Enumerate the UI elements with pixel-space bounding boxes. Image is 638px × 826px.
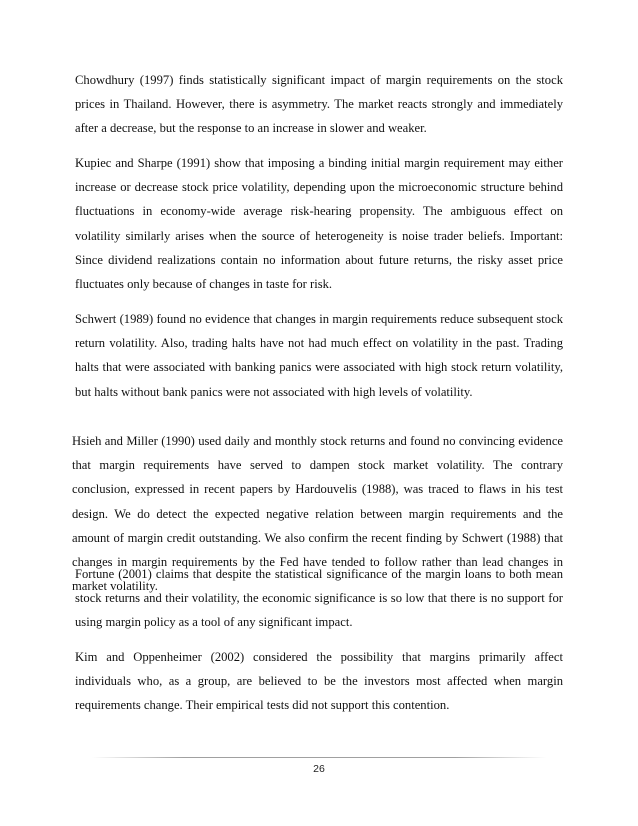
paragraph-chowdhury: Chowdhury (1997) finds statistically significant impact of margin requirements on the stock prices in Thailand. However, there is asymmetry. The market reacts strongly and immediately after a decrease, but the response to an increase in slower and weaker. [75, 73, 563, 136]
paragraph-hsieh-miller: Hsieh and Miller (1990) used daily and monthly stock returns and found no convincing evidence that margin requirements have served to dampen stock market volatility. The contrary conclusion, expressed in recent papers by Hardouvelis (1988), was traced to flaws in his test design. We do detect the expected negative relation between margin requirements and the amount of margin credit outstanding. We also confirm the recent finding by Schwert (1988) that changes in margin requirements by the Fed have tended to follow rather than lead changes in market volatility. [72, 434, 563, 594]
paragraph-fortune: Fortune (2001) claims that despite the statistical significance of the margin loans to both mean stock returns and their volatility, the economic significance is so low that there is no support for using margin policy as a tool of any significant impact. [75, 567, 563, 630]
paragraph-kim-oppenheimer: Kim and Oppenheimer (2002) considered the possibility that margins primarily affect individuals who, as a group, are believed to be the investors most affected when margin requirements change. Their empirical tests did not support this contention. [75, 650, 563, 713]
footer-divider [92, 757, 546, 758]
page-number: 26 [313, 763, 325, 775]
paragraph-kupiec-sharpe: Kupiec and Sharpe (1991) show that imposing a binding initial margin requirement may either increase or decrease stock price volatility, depending upon the microeconomic structure behind fluctuations in economy-wide average risk-hearing propensity. The ambiguous effect on volatility similarly arises when the source of heterogeneity is noise trader beliefs. Important: Since dividend realizations contain no information about future returns, the risky asset price fluctuates only because of changes in taste for risk. [75, 156, 563, 292]
paragraph-schwert: Schwert (1989) found no evidence that changes in margin requirements reduce subsequent stock return volatility. Also, trading halts have not had much effect on volatility in the past. Trading halts that were associated with banking panics were associated with high stock return volatility, but halts without bank panics were not associated with high levels of volatility. [75, 312, 563, 399]
